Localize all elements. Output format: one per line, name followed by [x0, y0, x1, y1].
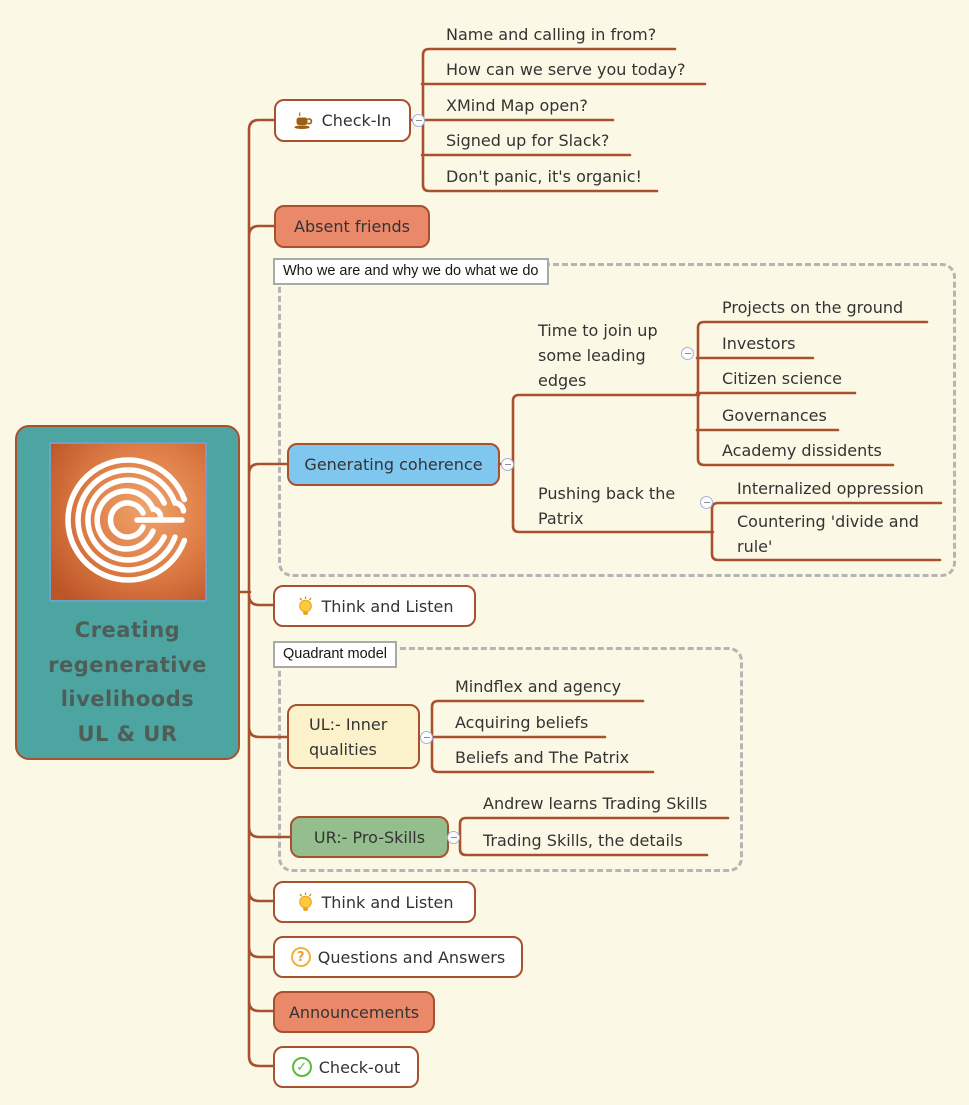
collapse-button-pushing[interactable]: [700, 496, 713, 509]
subtopic-countering-divide-rule[interactable]: Countering 'divide and rule': [737, 512, 919, 556]
topic-label: Generating coherence: [304, 455, 483, 474]
topic-label: UR:- Pro-Skills: [313, 827, 426, 847]
collapse-button-check-in[interactable]: [412, 114, 425, 127]
subtopic-andrew-learns-trading[interactable]: Andrew learns Trading Skills: [483, 794, 708, 813]
question-icon: ?: [291, 947, 311, 967]
lightbulb-icon: [296, 892, 315, 912]
subtopic-beliefs-and-patrix[interactable]: Beliefs and The Patrix: [455, 748, 630, 767]
topic-check-in[interactable]: [274, 99, 411, 142]
check-circle-icon: ✓: [292, 1057, 312, 1077]
topic-label: Think and Listen: [321, 892, 454, 912]
topic-label: UL:- Inner qualities: [309, 714, 388, 759]
topic-label: Absent friends: [294, 217, 410, 236]
root-topic-creating-regenerative-livelihoods[interactable]: [15, 425, 240, 760]
topic-label: Questions and Answers: [317, 947, 506, 967]
lightbulb-icon: [296, 596, 315, 616]
group-label-who-we-are[interactable]: [273, 258, 549, 285]
subtopic-name-and-calling[interactable]: Name and calling in from?: [446, 25, 657, 44]
topic-ur-pro-skills[interactable]: [290, 816, 449, 858]
collapse-button-gencoh[interactable]: [501, 458, 514, 471]
subtopic-dont-panic[interactable]: Don't panic, it's organic!: [446, 167, 642, 186]
subtopic-time-to-join-up[interactable]: Time to join up some leading edges: [538, 321, 658, 390]
labyrinth-logo-image: [49, 442, 207, 602]
topic-announcements[interactable]: [273, 991, 435, 1033]
group-label-quadrant-model[interactable]: [273, 641, 397, 668]
subtopic-xmind-map-open[interactable]: XMind Map open?: [446, 96, 588, 115]
topic-questions-and-answers[interactable]: [273, 936, 523, 978]
subtopic-governances[interactable]: Governances: [722, 406, 827, 425]
collapse-button-time[interactable]: [681, 347, 694, 360]
subtopic-trading-skills-details[interactable]: Trading Skills, the details: [483, 831, 683, 850]
topic-label: Announcements: [288, 1002, 420, 1022]
coffee-icon: [294, 112, 315, 130]
group-label-text: Who we are and why we do what we do: [283, 263, 539, 279]
topic-check-out[interactable]: [273, 1046, 419, 1088]
topic-label: Check-In: [321, 111, 392, 130]
subtopic-citizen-science[interactable]: Citizen science: [722, 369, 843, 388]
subtopic-acquiring-beliefs[interactable]: Acquiring beliefs: [455, 713, 589, 732]
subtopic-academy-dissidents[interactable]: Academy dissidents: [722, 441, 882, 460]
subtopic-investors[interactable]: Investors: [722, 334, 796, 353]
collapse-button-ul[interactable]: [420, 731, 433, 744]
group-label-text: Quadrant model: [283, 646, 387, 662]
topic-think-and-listen-1[interactable]: [273, 585, 476, 627]
topic-label: Think and Listen: [321, 596, 454, 616]
subtopic-pushing-back-patrix[interactable]: Pushing back the Patrix: [538, 484, 676, 528]
topic-ul-inner-qualities[interactable]: [287, 704, 420, 769]
subtopic-mindflex-and-agency[interactable]: Mindflex and agency: [455, 677, 622, 696]
topic-think-and-listen-2[interactable]: [273, 881, 476, 923]
root-topic-title: Creating regenerative livelihoods UL & UR: [48, 618, 207, 746]
subtopic-projects-on-ground[interactable]: Projects on the ground: [722, 298, 904, 317]
subtopic-internalized-oppression[interactable]: Internalized oppression: [737, 479, 924, 498]
topic-label: Check-out: [318, 1057, 401, 1077]
topic-absent-friends[interactable]: [274, 205, 430, 248]
subtopic-how-can-we-serve[interactable]: How can we serve you today?: [446, 60, 686, 79]
topic-generating-coherence[interactable]: [287, 443, 500, 486]
collapse-button-ur[interactable]: [447, 831, 460, 844]
subtopic-signed-up-slack[interactable]: Signed up for Slack?: [446, 131, 610, 150]
